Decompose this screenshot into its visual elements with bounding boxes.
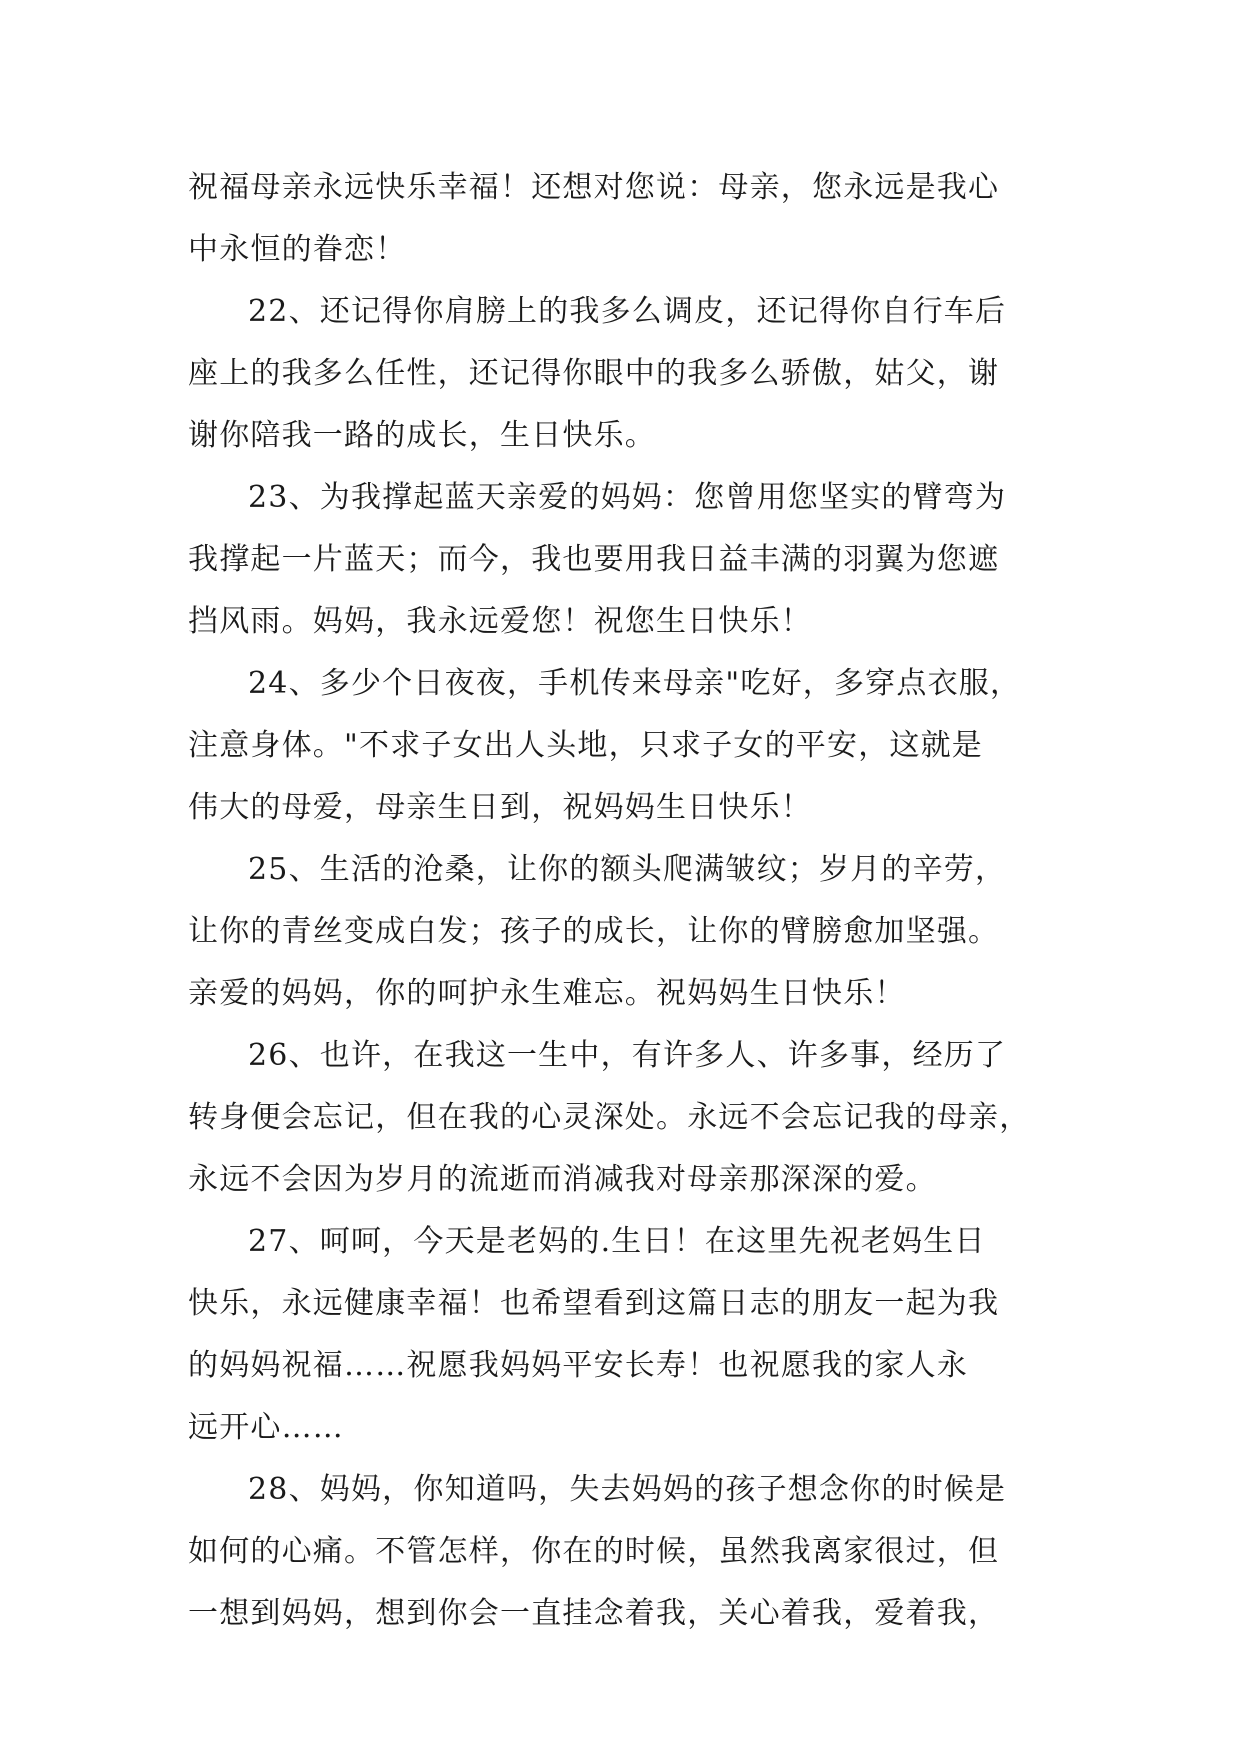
text-line: 伟大的母爱，母亲生日到，祝妈妈生日快乐！: [188, 790, 812, 825]
text-line: 26、也许，在我这一生中，有许多人、许多事，经历了: [248, 1038, 1007, 1073]
paragraph-23: [188, 467, 1068, 653]
paragraph-26: [188, 1025, 1068, 1211]
text-line: 如何的心痛。不管怎样，你在的时候，虽然我离家很过，但: [188, 1534, 1000, 1569]
text-line: 24、多少个日夜夜，手机传来母亲"吃好，多穿点衣服，: [248, 666, 1022, 701]
text-line: 亲爱的妈妈，你的呵护永生难忘。祝妈妈生日快乐！: [188, 976, 906, 1011]
text-line: 快乐，永远健康幸福！也希望看到这篇日志的朋友一起为我: [188, 1286, 1000, 1321]
text-line: 中永恒的眷恋！: [188, 232, 407, 267]
paragraph-continuation: [188, 157, 1068, 281]
text-line: 23、为我撑起蓝天亲爱的妈妈：您曾用您坚实的臂弯为: [248, 480, 1007, 515]
document-body: [188, 157, 1068, 1645]
paragraph-25: [188, 839, 1068, 1025]
text-line: 22、还记得你肩膀上的我多么调皮，还记得你自行车后: [248, 294, 1007, 329]
text-line: 27、呵呵，今天是老妈的.生日！在这里先祝老妈生日: [248, 1224, 986, 1259]
text-line: 我撑起一片蓝天；而今，我也要用我日益丰满的羽翼为您遮: [188, 542, 1000, 577]
text-line: 28、妈妈，你知道吗，失去妈妈的孩子想念你的时候是: [248, 1472, 1007, 1507]
text-line: 祝福母亲永远快乐幸福！还想对您说：母亲，您永远是我心: [188, 170, 1000, 205]
text-line: 注意身体。"不求子女出人头地，只求子女的平安，这就是: [188, 728, 983, 763]
text-line: 座上的我多么任性，还记得你眼中的我多么骄傲，姑父，谢: [188, 356, 1000, 391]
text-line: 挡风雨。妈妈，我永远爱您！祝您生日快乐！: [188, 604, 812, 639]
text-line: 的妈妈祝福……祝愿我妈妈平安长寿！也祝愿我的家人永: [188, 1348, 968, 1383]
paragraph-22: [188, 281, 1068, 467]
paragraph-24: [188, 653, 1068, 839]
text-line: 永远不会因为岁月的流逝而消减我对母亲那深深的爱。: [188, 1162, 937, 1197]
text-line: 25、生活的沧桑，让你的额头爬满皱纹；岁月的辛劳，: [248, 852, 1007, 887]
text-line: 一想到妈妈，想到你会一直挂念着我，关心着我，爱着我，: [188, 1596, 1000, 1631]
text-line: 远开心……: [188, 1410, 344, 1445]
text-line: 转身便会忘记，但在我的心灵深处。永远不会忘记我的母亲，: [188, 1100, 1031, 1135]
text-line: 让你的青丝变成白发；孩子的成长，让你的臂膀愈加坚强。: [188, 914, 1000, 949]
paragraph-28: [188, 1459, 1068, 1645]
text-line: 谢你陪我一路的成长，生日快乐。: [188, 418, 656, 453]
paragraph-27: [188, 1211, 1068, 1459]
